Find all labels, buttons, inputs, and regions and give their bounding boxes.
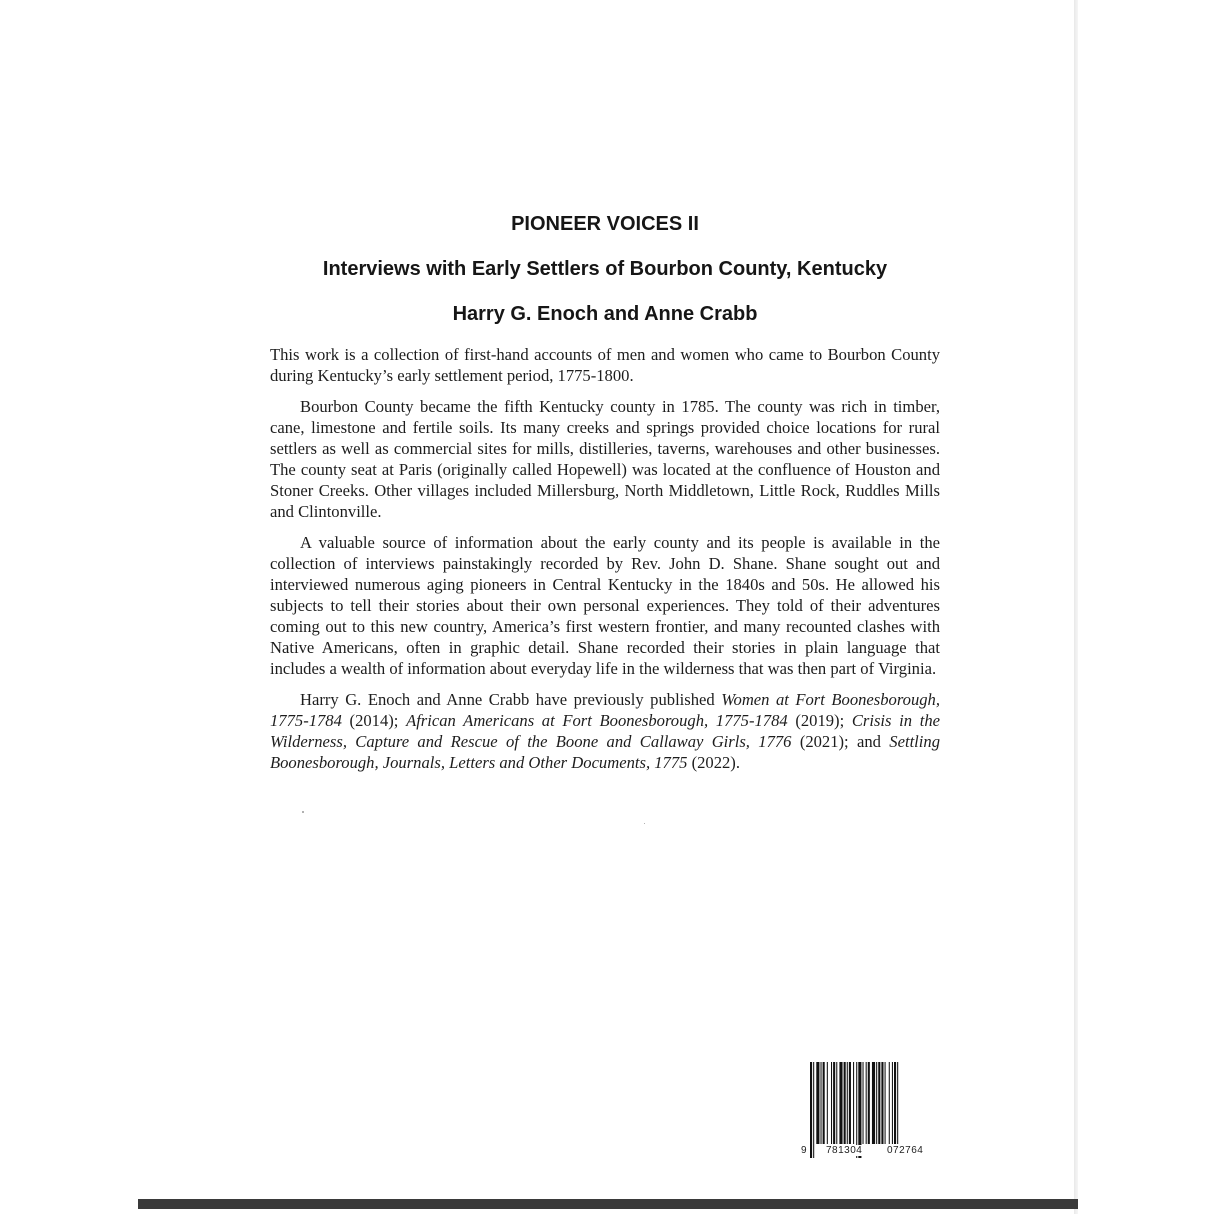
print-speck [644,823,645,824]
page-right-edge [1074,0,1078,1214]
print-speck [302,811,304,813]
book-title-crisis-in-the-wilderness: Crisis in the Wilderness, Capture and Rescue of the Boone and Callaway Girls, 1776 [270,711,940,751]
barcode-bar [853,1062,854,1144]
barcode-bar [894,1062,896,1144]
barcode-digits-group-2: 072764 [887,1145,924,1156]
bottom-shadow-bar [138,1199,1078,1209]
barcode-bar [876,1062,877,1144]
book-title-women-at-fort-boonesborough: Women at Fort Boonesborough, 1775-1784 [270,690,941,730]
book-year-4: (2022). [687,753,740,772]
barcode-bar [847,1062,848,1144]
barcode-digit-left: 9 [801,1145,808,1156]
barcode-bar [839,1062,842,1144]
description-paragraph-1: This work is a collection of first-hand accounts of men and women who came to Bourbon County during Kentucky’s early settlement period, 1775-1800. [270,345,940,385]
description-paragraph-2: Bourbon County became the fifth Kentucky county in 1785. The county was rich in timber, cane, limestone and fertile soils. Its many creeks and springs provided choice locations for rural settlers as well as commercial sites for mills, distilleries, taverns, warehouses and other businesses. The county seat at Paris (originally called Hopewell) was located at the confluence of Houston and Stoner Creeks. Other villages included Millersburg, North Middletown, Little Rock, Ruddles Mills and Clintonville. [270,397,940,521]
back-cover-content [270,213,940,783]
barcode-bar [858,1062,861,1158]
barcode-bar [810,1062,812,1158]
barcode-bar [836,1062,837,1144]
barcode-bar [823,1062,825,1144]
book-subtitle: Interviews with Early Settlers of Bourbon County, Kentucky [322,258,888,280]
barcode-bar [833,1062,835,1144]
barcode-bar [872,1062,875,1144]
barcode-bar [813,1062,814,1158]
barcode-bar [881,1062,883,1144]
barcode-bar [868,1062,870,1144]
barcode-bar [831,1062,832,1144]
book-authors: Harry G. Enoch and Anne Crabb [452,303,758,325]
book-title: PIONEER VOICES II [511,213,699,235]
barcode-bar [889,1062,890,1144]
isbn-barcode [800,1062,946,1158]
barcode-bar [849,1062,851,1144]
barcode-bar [878,1062,880,1144]
description-paragraph-4 [270,689,940,773]
book-year-2: (2019); [787,711,852,730]
barcode-bar [816,1062,819,1144]
previous-works-intro: Harry G. Enoch and Anne Crabb have previously published [300,690,722,709]
book-title-settling-boonesborough: Settling Boonesborough, Journals, Letters and Other Documents, 1775 [270,732,940,772]
book-year-3: (2021); and [791,732,890,751]
book-year-1: (2014); [341,711,407,730]
barcode-bar [821,1062,822,1144]
barcode-digits-group-1: 781304 [826,1145,863,1156]
barcode-bar [866,1062,867,1144]
barcode-bar [856,1062,857,1158]
description-paragraph-3: A valuable source of information about the early county and its people is available in the collection of interviews painstakingly recorded by Rev. John D. Shane. Shane sought out and interviewed numerous aging pioneers in Central Kentucky in the 1840s and 50s. He allowed his subjects to tell their stories about their own personal experiences. They told of their adventures coming out to this new country, America’s first western frontier, and many recounted clashes with Native Americans, often in graphic detail. Shane recorded their stories in plain language that includes a wealth of information about everyday life in the wilderness that was then part of Virginia. [270,533,940,678]
barcode-bar [863,1062,864,1144]
barcode-bar [844,1062,846,1144]
barcode-bar [827,1062,828,1144]
barcode-bar [892,1062,893,1144]
barcode-bar [897,1062,898,1144]
barcode-bar [885,1062,886,1144]
book-title-african-americans: African Americans at Fort Boonesborough, 1775-1784 [406,711,788,730]
